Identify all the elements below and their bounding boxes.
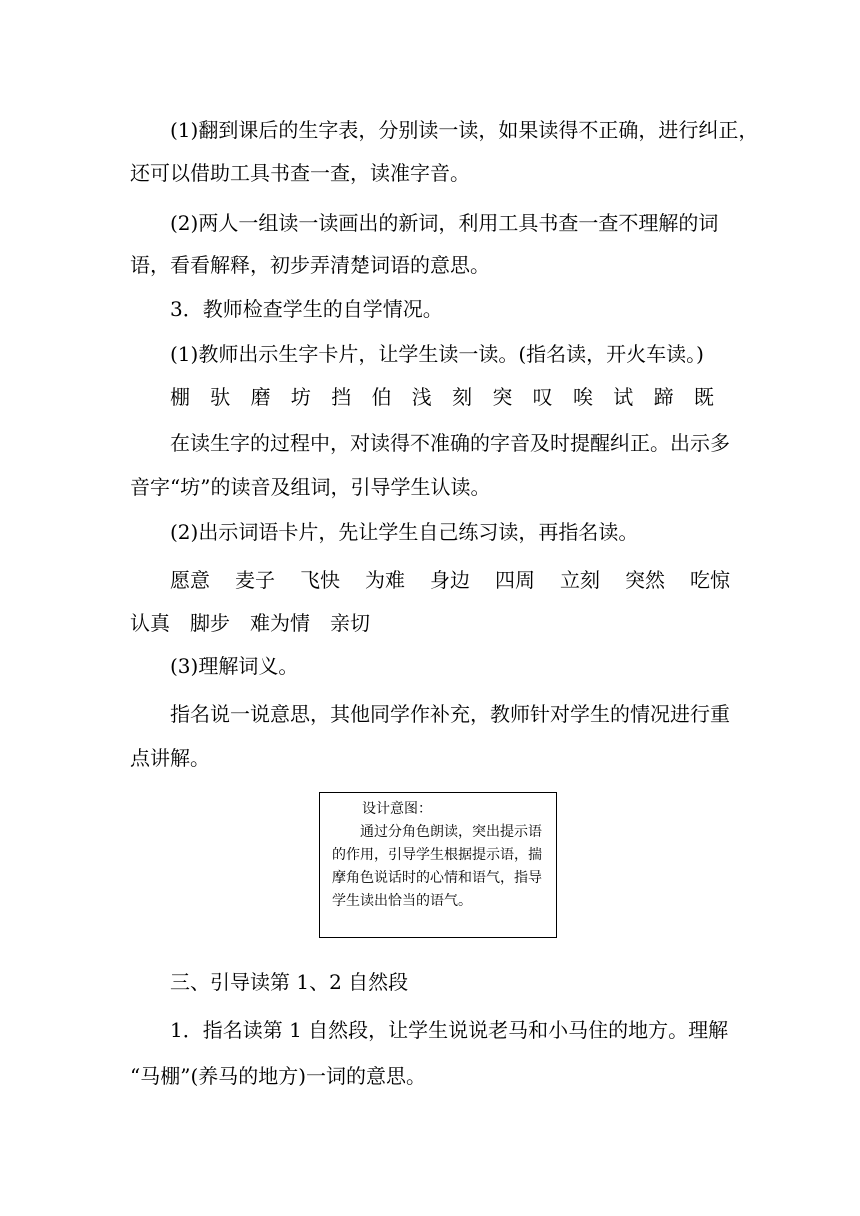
word: 亲切	[330, 611, 370, 635]
word-list-row-2	[130, 609, 370, 637]
character: 坊	[290, 385, 311, 409]
word: 为难	[365, 568, 405, 592]
word: 脚步	[190, 611, 230, 635]
paragraph-1-line-2: 还可以借助工具书查一查，读准字音。	[130, 161, 470, 185]
character: 叹	[532, 385, 553, 409]
word: 立刻	[560, 568, 600, 592]
character: 试	[613, 385, 634, 409]
design-intent-title: 设计意图：	[362, 801, 432, 817]
character: 浅	[411, 385, 432, 409]
character: 伯	[371, 385, 392, 409]
paragraph-3: 3．教师检查学生的自学情况。	[170, 297, 443, 321]
paragraph-6: (2)出示词语卡片，先让学生自己练习读，再指名读。	[170, 520, 639, 544]
character: 挡	[331, 385, 352, 409]
character: 棚	[170, 385, 190, 409]
paragraph-1-line-1: (1)翻到课后的生字表，分别读一读，如果读得不正确，进行纠正，	[170, 118, 759, 142]
character: 驮	[210, 385, 231, 409]
paragraph-2-line-2: 语，看看解释，初步弄清楚词语的意思。	[130, 253, 490, 277]
word: 麦子	[235, 568, 275, 592]
character: 突	[492, 385, 513, 409]
word: 难为情	[250, 611, 310, 635]
paragraph-10-line-2: “马棚”(养马的地方)一词的意思。	[130, 1064, 427, 1088]
paragraph-5-line-1: 在读生字的过程中，对读得不准确的字音及时提醒纠正。出示多	[170, 431, 730, 455]
word: 四周	[495, 568, 535, 592]
word: 愿意	[170, 568, 210, 592]
character-list	[170, 383, 714, 411]
word: 突然	[625, 568, 665, 592]
design-intent-body: 通过分角色朗读，突出提示语的作用，引导学生根据提示语，揣摩角色说话时的心情和语气，指导学生读出恰当的语气。	[332, 824, 542, 909]
section-heading: 三、引导读第 1、2 自然段	[170, 970, 409, 994]
word: 认真	[130, 611, 170, 635]
character: 磨	[250, 385, 271, 409]
word: 飞快	[300, 568, 340, 592]
design-intent-box	[319, 792, 557, 938]
character: 唉	[572, 385, 593, 409]
character: 刻	[452, 385, 473, 409]
paragraph-7: (3)理解词义。	[170, 654, 299, 678]
paragraph-5-line-2: 音字“坊”的读音及组词，引导学生认读。	[130, 475, 491, 499]
paragraph-4: (1)教师出示生字卡片，让学生读一读。(指名读，开火车读。)	[170, 342, 704, 366]
paragraph-10-line-1: 1．指名读第 1 自然段，让学生说说老马和小马住的地方。理解	[170, 1018, 729, 1042]
character: 蹄	[653, 385, 674, 409]
word-list-row-1	[170, 566, 730, 594]
paragraph-8-line-2: 点讲解。	[130, 746, 210, 770]
paragraph-2-line-1: (2)两人一组读一读画出的新词，利用工具书查一查不理解的词	[170, 211, 719, 235]
character: 既	[693, 385, 714, 409]
paragraph-8-line-1: 指名说一说意思，其他同学作补充，教师针对学生的情况进行重	[170, 702, 730, 726]
word: 吃惊	[690, 568, 730, 592]
word: 身边	[430, 568, 470, 592]
